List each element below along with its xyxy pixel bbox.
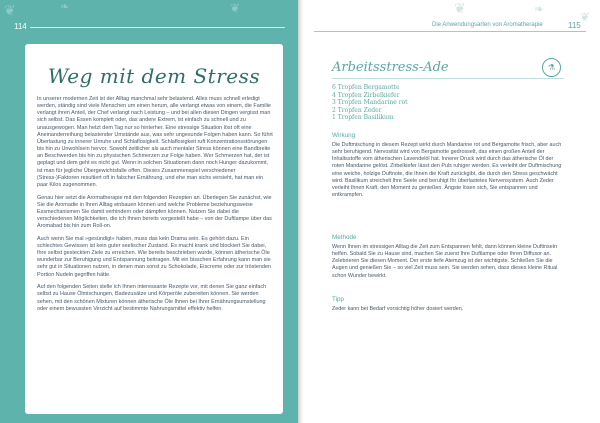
- leaf-ornament-icon: ❦: [230, 1, 241, 15]
- paragraph: In unserer modernen Zeit ist der Alltag manchmal sehr belastend. Alles muss schnell erledigt werden, ständig sind viele Menschen um einen herum, alle verlangt etwas von einem, die Familie verlangt ihren Anteil, der Chef verlangt nach Leistung – und bei allen diesen Dingen vergisst man sich selbst. Das Essen komplett oder, das andere Extrem, ist einfach zu schnell und zu unausgewogen. Man hetzt dem Tag nur so hinterher. Eine stressige Situation löst oft eine Aneinanderreihung belastender Umstände aus, was sehr ungesunde Folgen haben kann. So führt Überlastung zu innerer Unruhe und Schlaflosigkeit. Schlaflosigkeit ruft Konzentrationsstörungen bis hin zu Unwohlsein hervor. Sowohl zeitlicher als auch mentaler Stress können eine Bandbreite an Beschwerden bis hin zu physischen Schmerzen zur Folge haben. Wer Schmerzen hat, der ist geplagt und dem geht es nicht gut. Wenn in solchen Situationen dann noch Hunger dazukommt, ist man für jegliche Übergewichtsfalle offen. Dieses Zusammenspiel verschiedener (Stress-)Faktoren resultiert oft in falscher Ernährung, und ehe man sichs versieht, hat man ein paar Kilos zugenommen.: [37, 96, 273, 188]
- right-page: [304, 0, 600, 423]
- page-number: 114: [14, 22, 27, 31]
- recipe-title: Arbeitsstress-Ade: [332, 60, 449, 75]
- branch-ornament-icon: ❧: [534, 2, 545, 16]
- section-text: Zeder kann bei Bedarf vorsichtig höher dosiert werden.: [332, 306, 464, 312]
- flask-icon: ⚗: [542, 58, 561, 77]
- page-number: 115: [568, 21, 581, 30]
- section-heading: Wirkung: [332, 132, 356, 139]
- leaf-ornament-icon: ❦: [454, 0, 466, 16]
- section-text: Wenn Ihnen im stressigen Alltag die Zeit zum Entspannen fehlt, dann können kleine Duftinseln helfen. Sobald Sie zu Hause sind, machen Sie zuerst Ihre Duftlampe oder Ihren Diffusor an. Zelebrieren Sie diesen Moment. Der erste tiefe Atemzug ist der wichtigste. Schließen Sie die Augen und genießen Sie – so viel Zeit muss sein. Sie werden sehen, dass dieses kleine Ritual schon Wunder bewirkt.: [332, 244, 558, 279]
- list-item: 6 Tropfen Bergamotte: [332, 84, 400, 91]
- list-item: 3 Tropfen Mandarine rot: [332, 99, 408, 107]
- paragraph: Auch wenn Sie mal »gesündigt« haben, muss das kein Drama sein. Es gehört dazu. Ein schlechtes Gewissen ist kein guter seelischer Zustand. Es macht krank und blockiert Sie dabei, Ihre selbst gesteckten Ziele zu erreichen. Wie bereits beschrieben wurde, können ätherische Öle wunderbar zur Beruhigung und Entspannung beitragen. Mit ein bisschen Erfahrung kann man sie sehr gut in Situationen nutzen, in denen man sonst zu Schokolade, Eiscreme oder zur tröstenden Portion Nudeln gegriffen hätte.: [37, 235, 271, 278]
- paragraph: Genau hier setzt die Aromatherapie mit den folgenden Rezepten an. Überlegen Sie zunächst, wie Sie die Aromadie in Ihren Alltag einbauen können und welche Probleme beziehungsweise Essmechanismen Sie damit verhindern oder dämpfen können. Nutzen Sie dabei die verschiedenen Möglichkeiten, die ich Ihnen bereits vorgestellt habe – von der Duftlampe über das Aromabad bis hin zum Roll-on.: [37, 194, 272, 230]
- list-item: 2 Tropfen Zeder: [332, 106, 382, 114]
- header-rule: [314, 31, 586, 32]
- box-title: Weg mit dem Stress: [47, 64, 261, 88]
- running-head: Die Anwendungsarten von Aromatherapie: [432, 22, 543, 28]
- info-box: [25, 44, 283, 414]
- list-item: 4 Tropfen Zirbelkiefer: [332, 91, 400, 99]
- section-heading: Tipp: [332, 296, 345, 303]
- section-heading: Methode: [332, 234, 357, 241]
- leaf-ornament-icon: ❦: [4, 2, 16, 18]
- list-item: 1 Tropfen Basilikum: [332, 114, 394, 122]
- section-text: Die Duftmischung in diesem Rezept wirkt durch Mandarine rot und Bergamotte frisch, aber auch sehr beruhigend. Nervosität wird von Bergamotte gedrosselt, das einen großen Anteil der Inhaltsstoffe vom ätherischen Lavendelöl hat. Innerer Druck wird durch das ätherische Öl der roten Mandarine gelöst. Zirbelkiefer lässt den Puls ruhiger werden. Es verleiht der Duftmischung eine weiche, holzige Duftnote, die Ihnen die Kraft zurückgibt, die durch den Stress geschwächt wird. Basilikum streichelt Ihre Seele und beruhigt Ihr überlastetes Nervensystem. Auch Zeder verleiht Ihnen Kraft, den Moment zu genießen. Ängste lösen sich, Sie entspannen und entkrampfen.: [332, 142, 562, 199]
- title-rule: [332, 78, 564, 79]
- header-rule: [30, 27, 285, 28]
- branch-ornament-icon: ❧: [60, 1, 70, 13]
- leaf-ornament-icon: ❦: [580, 10, 591, 24]
- paragraph: Auf den folgenden Seiten stelle ich Ihnen interessante Rezepte vor, mit denen Sie ganz einfach selbst zu Hause Ölmischungen, Badezusätze und Körperöle zubereiten können. Sie werden sehen, mit den schönen Mixturen können ätherische Öle Ihnen bei Ihrer Ernährungsumstellung oder einem bewussten Verzicht auf bestimmte Nahrungsmittel effektiv helfen.: [37, 284, 267, 312]
- ingredient-list: [332, 84, 532, 122]
- box-body: [37, 96, 273, 318]
